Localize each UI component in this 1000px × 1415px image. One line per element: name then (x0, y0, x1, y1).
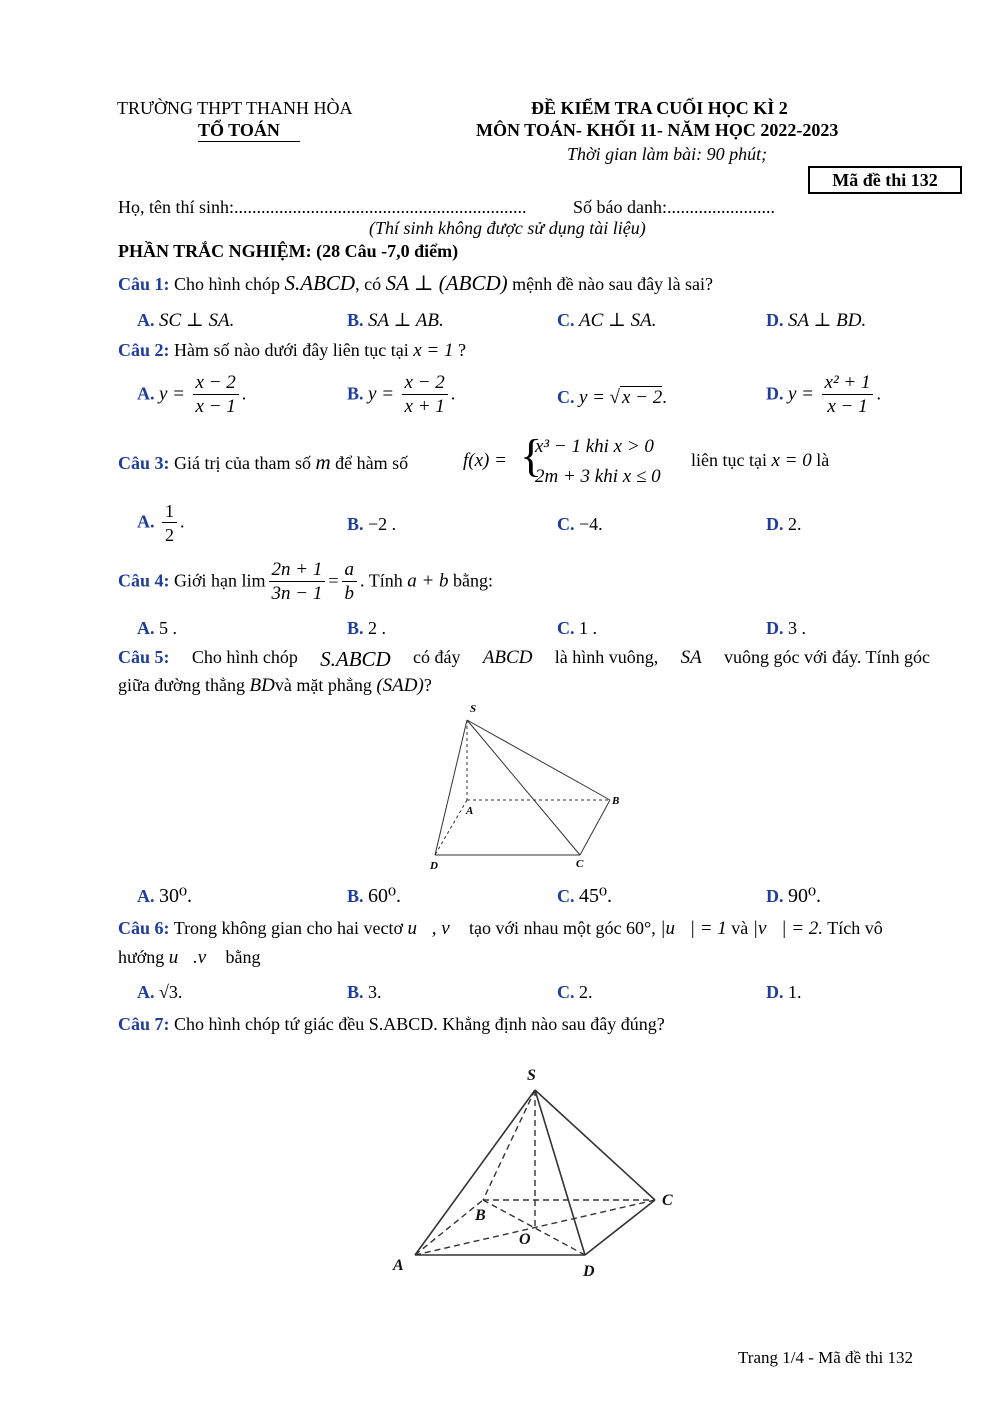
answer-option-d[interactable] (766, 309, 866, 332)
vertex-label-d: D (583, 1263, 595, 1280)
option-text: −2 . (368, 514, 397, 534)
question-2 (118, 340, 466, 362)
option-letter: C. (557, 982, 575, 1002)
question-text: vuông góc với đáy. Tính góc (723, 647, 930, 667)
option-letter: D. (766, 514, 784, 534)
option-text: 2. (579, 982, 593, 1002)
fraction: $\frac{a}{b}$ (342, 559, 358, 606)
option-letter: C. (557, 310, 575, 330)
math-expression: |u⃗| = 1 (660, 918, 727, 939)
question-text: ? (423, 675, 432, 695)
option-text: √3. (159, 982, 183, 1002)
school-name: TRƯỜNG THPT THANH HÒA (117, 98, 353, 118)
option-text: 45⁰. (579, 885, 613, 907)
vertex-label-d: D (430, 860, 438, 872)
sqrt-sign: √ (609, 387, 620, 408)
question-text: và (731, 918, 749, 938)
question-label: Câu 3: (118, 453, 170, 473)
math-lhs: y = (159, 383, 186, 405)
question-4 (118, 559, 493, 606)
option-text: 2. (788, 514, 802, 534)
answer-option-d[interactable] (766, 982, 802, 1003)
answer-option-a[interactable] (137, 982, 182, 1003)
exam-code: Mã đề thi 132 (832, 170, 938, 190)
answer-option-b[interactable] (347, 309, 444, 332)
question-label: Câu 4: (118, 570, 170, 591)
question-text: Cho hình chóp (191, 647, 298, 667)
option-text: SA ⊥ BD. (788, 310, 867, 331)
option-letter: A. (137, 618, 155, 638)
vertex-label-o: O (519, 1231, 531, 1248)
math-expression: m (315, 450, 331, 474)
math-expression: |v⃗| = 2. (752, 918, 824, 939)
option-text: 2 . (368, 618, 387, 638)
edge-sd (535, 1090, 585, 1255)
vertex-label-c: C (576, 858, 584, 870)
option-letter: D. (766, 886, 784, 906)
answer-option-d[interactable] (766, 883, 821, 908)
edge-ad (435, 800, 467, 855)
piecewise-brace: { (520, 430, 543, 481)
question-text: ? (458, 340, 467, 360)
question-text: là hình vuông, (554, 647, 659, 667)
question-text: . Tính (360, 570, 403, 591)
exam-duration: Thời gian làm bài: 90 phút; (567, 144, 768, 164)
radicand: x − 2 (621, 387, 663, 408)
edge-sc (467, 720, 580, 855)
pyramid-figure-q5 (420, 700, 630, 875)
math-lhs: y = (579, 387, 606, 408)
question-label: Câu 7: (118, 1014, 170, 1034)
math-expression: x = 0 (771, 450, 812, 471)
answer-option-c[interactable] (557, 982, 593, 1003)
option-text: 3. (368, 982, 382, 1002)
question-text: mệnh đề nào sau đây là sai? (512, 274, 714, 294)
fraction: $\frac{2n + 1}{3n - 1}$ (269, 559, 326, 606)
question-label: Câu 6: (118, 918, 170, 938)
option-letter: D. (766, 618, 784, 638)
answer-option-b[interactable] (347, 883, 401, 908)
option-text: −4. (579, 514, 603, 534)
answer-option-d[interactable] (766, 514, 802, 535)
option-text: SC ⊥ SA. (159, 310, 235, 331)
edge-sc (535, 1090, 655, 1200)
option-text: 90⁰. (788, 885, 822, 907)
department-underline (198, 141, 300, 142)
vertex-label-c: C (662, 1192, 673, 1209)
answer-option-c[interactable] (557, 309, 657, 332)
math-expression: SA (680, 647, 702, 668)
answer-option-c[interactable]: C. y = √ x − 2. (557, 387, 667, 408)
option-letter: C. (557, 387, 575, 407)
option-letter: D. (766, 383, 784, 404)
math-expression: a + b (407, 570, 449, 592)
question-text: có đáy (413, 647, 461, 667)
answer-option-a[interactable] (137, 309, 234, 332)
pyramid-figure-q7 (385, 1060, 685, 1280)
math-expression: 60° (626, 918, 652, 938)
vertex-label-s: S (470, 703, 477, 715)
edge-sa (415, 1090, 535, 1255)
question-text: và mặt phẳng (274, 675, 372, 695)
vertex-label-a: A (466, 805, 474, 817)
question-7 (118, 1014, 665, 1035)
answer-option-d[interactable] (766, 618, 806, 639)
edge-sd (435, 720, 467, 855)
option-text: 3 . (788, 618, 806, 638)
answer-option-b[interactable] (347, 514, 396, 535)
option-letter: B. (347, 514, 364, 534)
question-6-line-1: Câu 6: Trong không gian cho hai vectơ u⃗, v⃗ tạo với nhau một góc 60°, |u⃗| = 1 và |v⃗| = 2. Tích vô (118, 918, 883, 939)
question-text: bằng: (453, 570, 494, 591)
vertex-label-s: S (527, 1067, 536, 1084)
option-letter: D. (766, 982, 784, 1002)
option-letter: B. (347, 982, 364, 1002)
math-expression: x = 1 (413, 340, 454, 361)
option-text: 60⁰. (368, 885, 402, 907)
page-footer: Trang 1/4 - Mã đề thi 132 (738, 1348, 914, 1367)
question-text: Cho hình chóp tứ giác đều S.ABCD. Khẳng định nào sau đây đúng? (174, 1014, 665, 1034)
math-expression: S.ABCD (284, 271, 356, 295)
math-lhs: y = (368, 383, 395, 405)
question-6-line-2 (118, 947, 261, 969)
question-3 (118, 450, 408, 475)
option-text: SA ⊥ AB. (368, 310, 444, 331)
student-id-line: Số báo danh:........................ (573, 197, 775, 217)
question-text: Cho hình chóp (174, 274, 281, 294)
subject-line: MÔN TOÁN- KHỐI 11- NĂM HỌC 2022-2023 (476, 120, 839, 140)
math-expression: (SAD) (376, 675, 424, 696)
math-expression: SA ⊥ (ABCD) (385, 271, 508, 295)
edge-sb (483, 1090, 535, 1200)
edge-cb (580, 800, 610, 855)
fraction: $\frac{x - 2}{x + 1}$ (402, 372, 448, 419)
answer-option-c[interactable] (557, 883, 612, 908)
option-letter: D. (766, 310, 784, 330)
question-text: Giới hạn (174, 570, 238, 591)
question-text: Giá trị của tham số (174, 453, 311, 473)
question-text: giữa đường thẳng (118, 675, 246, 695)
question-1 (118, 271, 713, 296)
option-text: 30⁰. (159, 885, 193, 907)
question-text: Tích vô (827, 918, 883, 938)
question-text: là (816, 450, 830, 470)
answer-option-c[interactable] (557, 514, 603, 535)
math-lhs: y = (788, 383, 815, 405)
math-expression: ABCD (482, 647, 533, 668)
answer-option-a[interactable] (137, 618, 177, 639)
vertex-label-b: B (612, 795, 620, 807)
limit-word: lim (241, 570, 266, 591)
question-label: Câu 5: (118, 647, 170, 667)
question-3-tail (691, 450, 829, 472)
answer-option-c[interactable] (557, 618, 597, 639)
department-name: TỔ TOÁN (198, 120, 280, 140)
math-expression: S.ABCD (320, 647, 391, 671)
question-label: Câu 2: (118, 340, 170, 360)
option-text: 5 . (159, 618, 177, 638)
question-text: Trong không gian cho hai vectơ (173, 918, 404, 938)
answer-option-b[interactable] (347, 982, 382, 1003)
answer-option-d[interactable]: D. y = $\frac{\text{x² + 1}}{x - 1}$ . (766, 372, 881, 417)
option-letter: A. (137, 383, 155, 404)
question-text: hướng (118, 947, 165, 967)
option-letter: C. (557, 514, 575, 534)
exam-code-box (808, 166, 962, 194)
option-letter: B. (347, 310, 364, 330)
question-text: Hàm số nào dưới đây liên tục tại (174, 340, 409, 360)
fraction: $\frac{1}{2}$ (162, 500, 177, 547)
fraction: $\frac{\text{x² + 1}}{x - 1}$ (822, 372, 874, 419)
question-text: tạo với nhau một góc (469, 918, 622, 938)
exam-title: ĐỀ KIỂM TRA CUỐI HỌC KÌ 2 (531, 98, 788, 118)
question-5-line-2 (118, 675, 432, 697)
equals-sign: = (328, 570, 339, 591)
piecewise-case-2: 2m + 3 khi x ≤ 0 (535, 466, 661, 487)
option-letter: A. (137, 511, 155, 532)
answer-option-a[interactable]: A. $\frac{1}{2}$ . (137, 501, 185, 545)
option-letter: B. (347, 618, 364, 638)
option-text: AC ⊥ SA. (579, 310, 657, 331)
question-label: Câu 1: (118, 274, 170, 294)
student-name-line: Họ, tên thí sinh:................................................................. (118, 197, 527, 217)
section-title: PHẦN TRẮC NGHIỆM: (28 Câu -7,0 điểm) (118, 241, 459, 261)
vertex-label-a: A (393, 1257, 404, 1274)
option-letter: B. (347, 383, 364, 404)
option-text: 1 . (579, 618, 597, 638)
question-text: để hàm số (335, 453, 409, 473)
math-expression: u⃗.v⃗ (168, 947, 222, 968)
answer-option-b[interactable]: B. y = $\frac{x - 2}{x + 1}$ . (347, 372, 456, 417)
option-letter: A. (137, 886, 155, 906)
question-5-line-1 (118, 647, 930, 672)
answer-option-a[interactable]: A. y = $\frac{x - 2}{x - 1}$ . (137, 372, 247, 417)
fraction: $\frac{x - 2}{x - 1}$ (193, 372, 239, 419)
option-letter: A. (137, 310, 155, 330)
answer-option-a[interactable] (137, 883, 192, 908)
exam-notice: (Thí sinh không được sử dụng tài liệu) (369, 218, 646, 238)
math-expression: BD (249, 675, 275, 696)
edge-sb (467, 720, 610, 800)
question-text: , có (355, 274, 382, 294)
option-letter: B. (347, 886, 364, 906)
option-letter: C. (557, 618, 575, 638)
option-letter: C. (557, 886, 575, 906)
vertex-label-b: B (475, 1207, 486, 1224)
question-text: bằng (225, 947, 261, 967)
option-text: 1. (788, 982, 802, 1002)
piecewise-case-1: x³ − 1 khi x > 0 (535, 436, 654, 457)
option-letter: A. (137, 982, 155, 1002)
piecewise-lhs: f(x) = (463, 450, 507, 471)
math-expression: u⃗, v⃗ (407, 918, 465, 939)
question-text: liên tục tại (691, 450, 767, 470)
answer-option-b[interactable] (347, 618, 386, 639)
